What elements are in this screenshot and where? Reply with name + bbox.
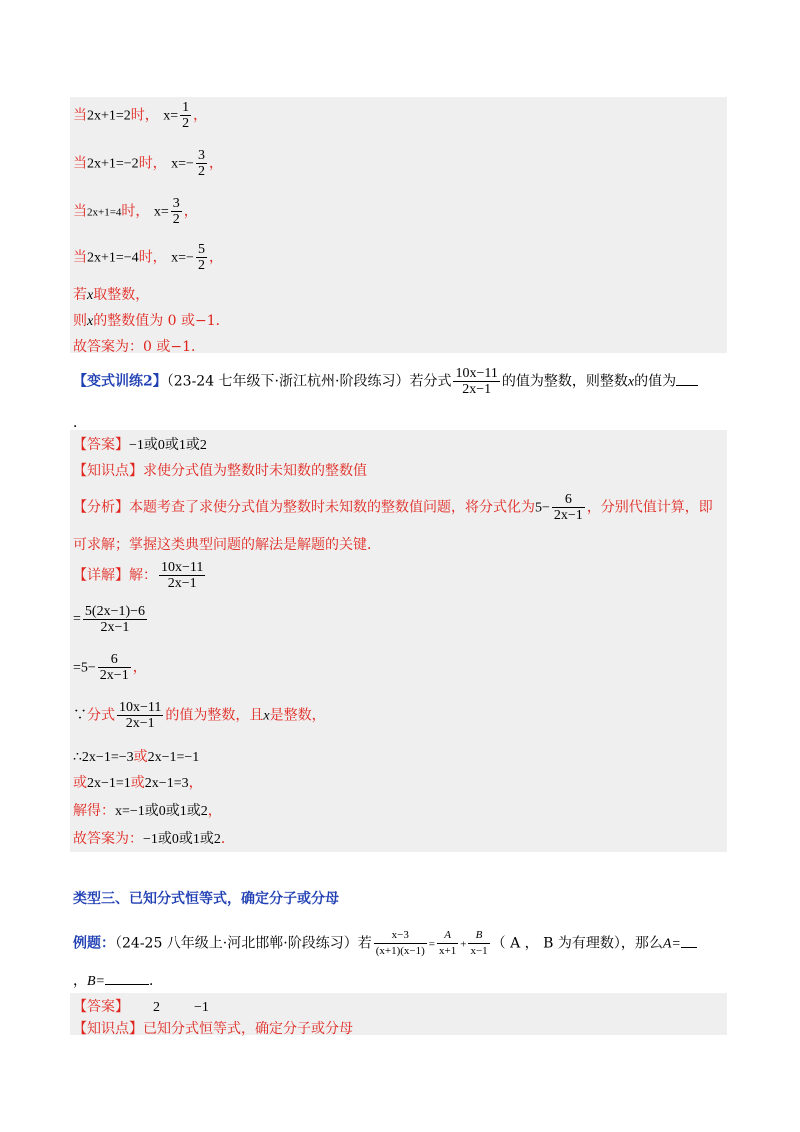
- integer-condition-line: 若x取整数，: [73, 287, 150, 303]
- knowledge-point-line: 【知识点】求使分式值为整数时未知数的整数值: [73, 463, 367, 479]
- case-line-2: 当2x+1=−2时， x=− $\frac{3}{2}$ ，: [73, 148, 223, 179]
- question-2-period: ．: [73, 415, 87, 431]
- detail-line: 【详解】解： $\frac{10x-11}{2x-1}$: [73, 560, 204, 591]
- type3-answer: 【答案】 2 −1: [73, 999, 209, 1015]
- question-tag: 【变式训练2】: [73, 373, 167, 390]
- blank-B: [105, 972, 149, 985]
- question-2: 【变式训练2】（23-24 七年级下·浙江杭州·阶段练习）若分式 $\frac{10x-11}{2x-1}$ 的值为整数，则整数x的值为: [73, 366, 698, 397]
- integer-values-line: 则x的整数值为 0 或−1．: [73, 313, 230, 329]
- step-1: = $\frac{5(2x-1)-6}{2x-1}$: [73, 604, 146, 635]
- step-2: =5− $\frac{6}{2x-1}$ ，: [73, 652, 147, 683]
- case-line-3: 当2x+1=4时， x= $\frac{3}{2}$ ，: [73, 196, 198, 227]
- case-line-4: 当2x+1=−4时， x=− $\frac{5}{2}$ ，: [73, 242, 223, 273]
- final-answer-q2: 故答案为：−1或0或1或2．: [73, 831, 235, 847]
- analysis-line-2: 可求解；掌握这类典型问题的解法是解题的关键．: [73, 537, 381, 553]
- solve-line: 解得：x=−1或0或1或2，: [73, 803, 222, 819]
- answer-blank: [676, 373, 698, 386]
- final-answer-top: 故答案为：0 或−1．: [73, 339, 205, 355]
- blank-A: [681, 935, 697, 948]
- analysis-line: 【分析】本题考查了求使分式值为整数时未知数的整数值问题，将分式化为5− $\frac{6}{2x-1}$ ，分别代值计算，即: [73, 492, 713, 523]
- because-line: ∵分式 $\frac{10x-11}{2x-1}$ 的值为整数，且x是整数，: [73, 700, 326, 731]
- answer-line: 【答案】−1或0或1或2: [73, 437, 207, 453]
- example-question: 例题：（24-25 八年级上·河北邯郸·阶段练习）若 $\frac{x-3}{(x+1)(x-1)}$ = $\frac{A}{x+1}$ + $\frac{B}{x-1}$ （ A ， B 为有理数），那么A=: [73, 928, 697, 959]
- therefore-line: ∴2x−1=−3或2x−1=−1: [73, 749, 200, 765]
- type3-knowledge-point: 【知识点】已知分式恒等式，确定分子或分母: [73, 1021, 353, 1037]
- or-line: 或2x−1=1或2x−1=3，: [73, 775, 203, 791]
- example-line-2: ，B= ．: [73, 973, 163, 989]
- case-line-1: 当2x+1=2时， x= $\frac{1}{2}$ ，: [73, 100, 208, 131]
- section-heading: 类型三、已知分式恒等式，确定分子或分母: [73, 891, 339, 907]
